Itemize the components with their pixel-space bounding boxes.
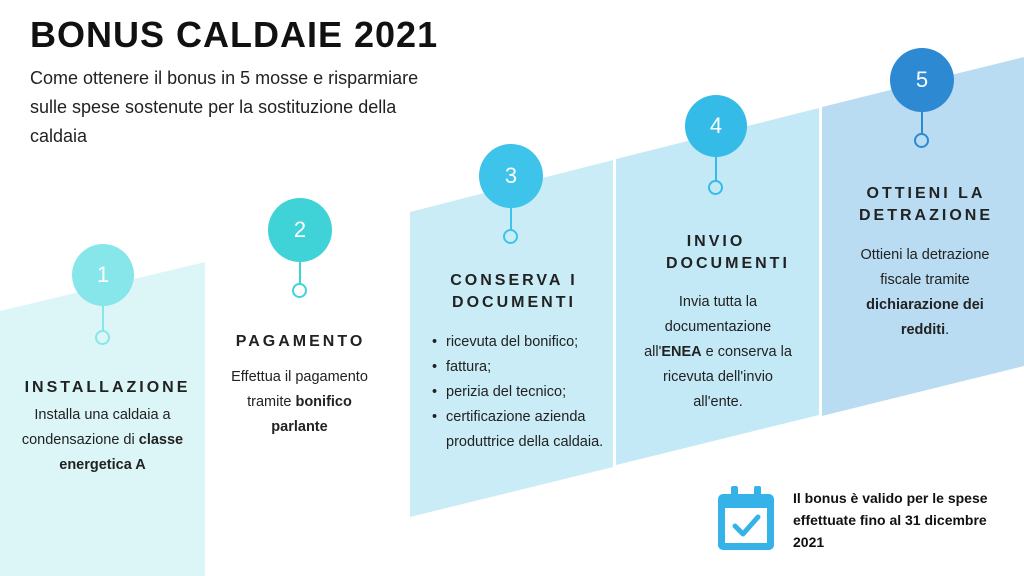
- step-3-stem: [510, 208, 512, 230]
- step-4-stem: [715, 157, 717, 181]
- step-4-heading: INVIO DOCUMENTI: [666, 233, 790, 272]
- step-3-list: [428, 330, 631, 455]
- step-4-number: 4: [709, 113, 723, 138]
- step-2-dot: [292, 283, 307, 298]
- step-3-dot: [503, 229, 518, 244]
- step-1-number: 1: [96, 262, 110, 287]
- step-5-stem: [921, 112, 923, 134]
- step-5-description: Ottieni la detrazione fiscale tramite dichiarazione dei redditi.: [860, 247, 990, 338]
- page-title: BONUS CALDAIE 2021: [30, 14, 439, 55]
- step-2-description: Effettua il pagamento tramite bonifico parlante: [231, 369, 368, 435]
- step-5-number: 5: [915, 67, 929, 92]
- step-5-dot: [914, 133, 929, 148]
- step-2-number: 2: [293, 217, 307, 242]
- list-item: • perizia del tecnico;: [446, 380, 631, 405]
- step-1-heading: INSTALLAZIONE: [24, 379, 191, 396]
- step-2-stem: [299, 262, 301, 284]
- step-3-circle: [479, 144, 543, 208]
- step-3-number: 3: [504, 163, 518, 188]
- step-5-circle: [890, 48, 954, 112]
- validity-note: Il bonus è valido per le spese effettuate fino al 31 dicembre 2021: [793, 490, 988, 550]
- step-4-dot: [708, 180, 723, 195]
- list-item: • ricevuta del bonifico;: [446, 330, 631, 355]
- step-4-circle: [685, 95, 747, 157]
- step-4-description: Invia tutta la documentazione all'ENEA e conserva la ricevuta dell'invio all'ente.: [644, 294, 792, 410]
- calendar-check-icon: [716, 484, 776, 552]
- step-1-stem: [102, 306, 104, 331]
- step-1-dot: [95, 330, 110, 345]
- list-item: • fattura;: [446, 355, 631, 380]
- step-5-heading: OTTIENI LA DETRAZIONE: [859, 185, 993, 224]
- step-2-circle: [268, 198, 332, 262]
- step-3-heading: CONSERVA I DOCUMENTI: [450, 272, 578, 311]
- step-2-heading: PAGAMENTO: [235, 333, 366, 350]
- list-item: • certificazione azienda produttrice della caldaia.: [446, 405, 631, 455]
- step-1-description: Installa una caldaia a condensazione di classe energetica A: [21, 407, 184, 473]
- step-1-circle: [72, 244, 134, 306]
- page-subtitle: Come ottenere il bonus in 5 mosse e risparmiare sulle spese sostenute per la sostituzione della caldaia: [30, 68, 419, 146]
